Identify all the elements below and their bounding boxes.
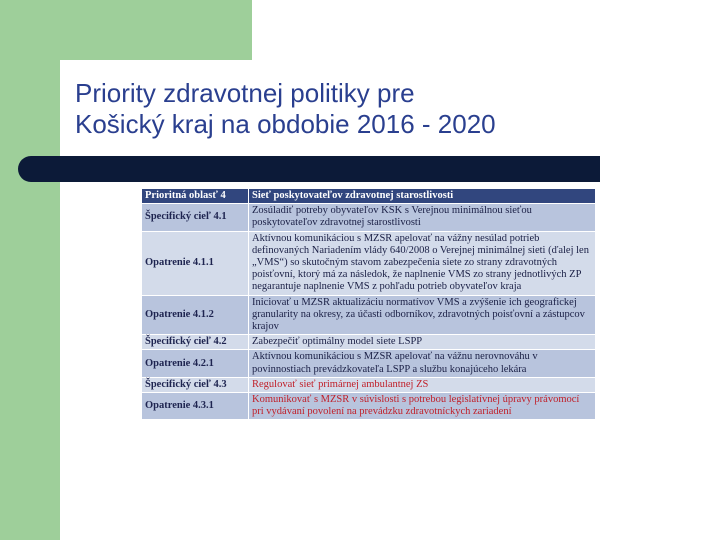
row-text: Iniciovať u MZSR aktualizáciu normatívov VMS a zvýšenie ich geografickej granularity na okresy, za účasti odborníkov, zdravotných poisťovní a zástupcov krajov [249,295,596,335]
row-text: Aktívnou komunikáciou s MZSR apelovať na vážnu nerovnováhu v povinnostiach prevádzkovateľa LSPP a službu konajúceho lekára [249,350,596,377]
row-text: Regulovať sieť primárnej ambulantnej ZS [249,377,596,392]
table-row [142,231,596,295]
row-label: Prioritná oblasť 4 [142,189,249,204]
slide-title-line-2: Košický kraj na obdobie 2016 - 2020 [75,109,496,139]
row-label: Špecifický cieľ 4.2 [142,335,249,350]
table-row [142,350,596,377]
table-row [142,295,596,335]
green-top-band [0,0,252,60]
row-label: Opatrenie 4.3.1 [142,393,249,420]
table-row [142,189,596,204]
title-divider-bar [18,156,600,182]
row-text: Zosúladiť potreby obyvateľov KSK s Verejnou minimálnou sieťou poskytovateľov zdravotnej starostlivosti [249,204,596,231]
row-label: Opatrenie 4.1.2 [142,295,249,335]
slide-title [75,78,675,140]
green-side-band [0,0,60,540]
row-text: Komunikovať s MZSR v súvislosti s potrebou legislatívnej úpravy právomocí pri vydávaní povolení na prevádzku zdravotníckych zariadení [249,393,596,420]
table-row [142,393,596,420]
table-row [142,204,596,231]
row-text: Aktívnou komunikáciou s MZSR apelovať na vážny nesúlad potrieb definovaných Nariadením vlády 640/2008 o Verejnej minimálnej sieti (ďalej len „VMS“) so skutočným stavom zabezpečenia siete zo strany zdravotných poisťovní, ktorý má za následok, že naplnenie VMS zo strany jednotlivých ZP negarantuje naplnenie VMS z pohľadu potrieb obyvateľov kraja [249,231,596,295]
row-label: Opatrenie 4.2.1 [142,350,249,377]
row-label: Špecifický cieľ 4.3 [142,377,249,392]
row-label: Špecifický cieľ 4.1 [142,204,249,231]
priority-table [141,188,596,420]
table-row [142,335,596,350]
row-text: Zabezpečiť optimálny model siete LSPP [249,335,596,350]
row-text: Sieť poskytovateľov zdravotnej starostlivosti [249,189,596,204]
table-row [142,377,596,392]
slide-title-line-1: Priority zdravotnej politiky pre [75,78,415,108]
row-label: Opatrenie 4.1.1 [142,231,249,295]
